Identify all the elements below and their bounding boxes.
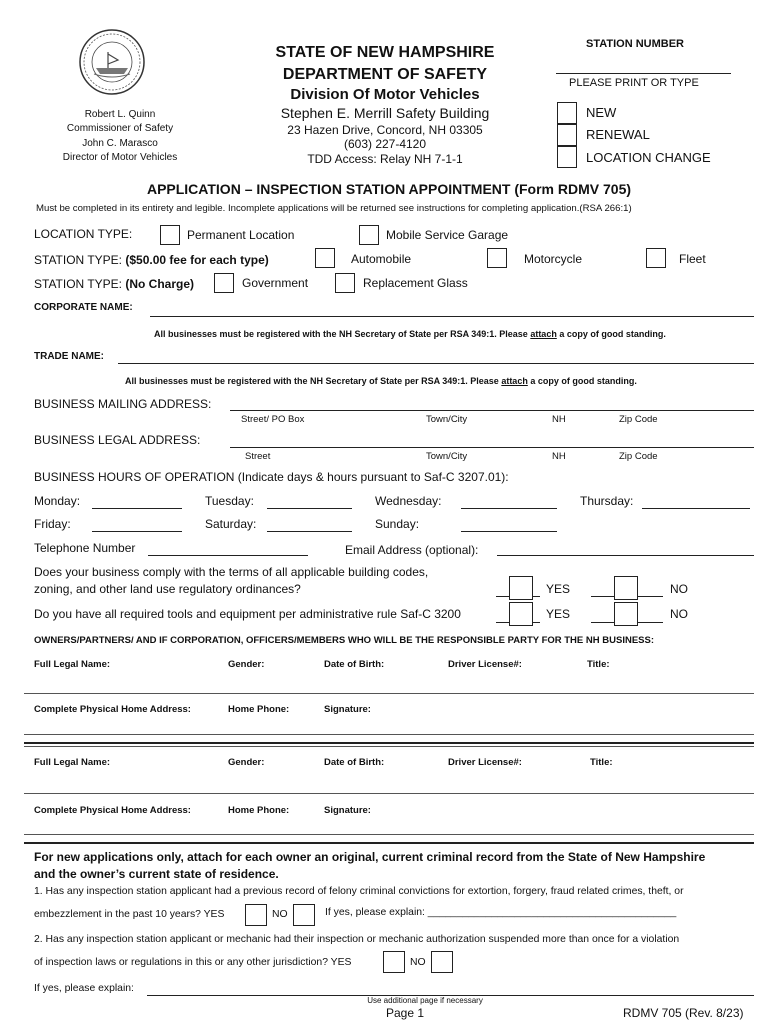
question1-no-checkbox[interactable]	[293, 904, 315, 926]
question1-line2: embezzlement in the past 10 years? YES	[34, 909, 225, 920]
motorcycle-label: Motorcycle	[524, 252, 583, 266]
owner2-title-label: Title:	[590, 757, 613, 768]
commissioner-name: Robert L. Quinn	[84, 109, 156, 120]
owner1-phone-label: Home Phone:	[228, 704, 290, 715]
owner-separator-thin	[24, 746, 754, 747]
criminal-record-line2: and the owner’s current state of residence.	[34, 867, 279, 881]
friday-field[interactable]	[92, 531, 182, 532]
station-type-nocharge-label	[34, 277, 194, 291]
station-type-label	[34, 253, 269, 267]
permanent-location-label: Permanent Location	[187, 228, 295, 242]
question2-explain-label: If yes, please explain:	[34, 983, 134, 994]
permanent-location-checkbox[interactable]	[160, 225, 180, 245]
question2-yes-checkbox[interactable]	[383, 951, 405, 973]
friday-label: Friday:	[34, 517, 71, 531]
commissioner-title: Commissioner of Safety	[66, 123, 174, 134]
owner2-address-line[interactable]	[24, 834, 754, 835]
new-label: NEW	[586, 105, 617, 120]
criminal-record-line1: For new applications only, attach for each owner an original, current criminal record from the State of New Hampshire	[34, 850, 706, 864]
wednesday-label: Wednesday:	[375, 494, 442, 508]
instructions-text: Must be completed in its entirety and legible. Incomplete applications will be returned see instructions for completing application.(RSA 266:1)	[36, 203, 632, 214]
mobile-service-checkbox[interactable]	[359, 225, 379, 245]
mobile-service-label: Mobile Service Garage	[386, 228, 509, 242]
legal-town-caption: Town/City	[426, 451, 468, 462]
trade-registration-note	[125, 376, 637, 386]
owner1-title-label: Title:	[587, 659, 610, 670]
owner2-dob-label: Date of Birth:	[324, 757, 385, 768]
fleet-checkbox[interactable]	[646, 248, 666, 268]
owners-header: OWNERS/PARTNERS/ AND IF CORPORATION, OFFICERS/MEMBERS WHO WILL BE THE RESPONSIBLE PARTY FOR THE NH BUSINESS:	[34, 635, 654, 646]
owner1-signature-label: Signature:	[324, 704, 371, 715]
tools-yes-checkbox[interactable]	[509, 602, 533, 626]
owner1-name-label: Full Legal Name:	[34, 659, 111, 670]
question1-explain[interactable]: If yes, please explain: ___________________________________________	[325, 907, 677, 918]
owner-separator	[24, 742, 754, 744]
station-number-field[interactable]	[556, 73, 731, 74]
renewal-label: RENEWAL	[586, 127, 650, 142]
owner2-name-label: Full Legal Name:	[34, 757, 111, 768]
reg-note-end: a copy of good standing.	[556, 329, 666, 339]
comply-yes-label: YES	[546, 582, 571, 596]
mailing-street-caption: Street/ PO Box	[241, 414, 305, 425]
owner2-license-label: Driver License#:	[448, 757, 522, 768]
station-type-text-2: STATION TYPE:	[34, 277, 126, 291]
owner1-row-line[interactable]	[24, 693, 754, 694]
building-name: Stephen E. Merrill Safety Building	[280, 105, 490, 121]
owner1-address-line[interactable]	[24, 734, 754, 735]
mailing-zip-caption: Zip Code	[619, 414, 658, 425]
government-checkbox[interactable]	[214, 273, 234, 293]
saturday-label: Saturday:	[205, 517, 257, 531]
automobile-checkbox[interactable]	[315, 248, 335, 268]
saturday-field[interactable]	[267, 531, 352, 532]
question2-no-checkbox[interactable]	[431, 951, 453, 973]
corporate-name-field[interactable]	[150, 316, 754, 317]
tuesday-field[interactable]	[267, 508, 352, 509]
owner1-dob-label: Date of Birth:	[324, 659, 385, 670]
mailing-state-caption: NH	[552, 414, 566, 425]
new-checkbox[interactable]	[557, 102, 577, 124]
station-fee-text: ($50.00 fee for each type)	[125, 253, 269, 267]
department-title: DEPARTMENT OF SAFETY	[282, 66, 488, 83]
tools-yes-label: YES	[546, 607, 571, 621]
comply-no-checkbox[interactable]	[614, 576, 638, 600]
owner1-gender-label: Gender:	[228, 659, 265, 670]
criminal-section-separator	[24, 842, 754, 844]
tdd-text: TDD Access: Relay NH 7-1-1	[307, 152, 463, 166]
question2-line1: 2. Has any inspection station applicant or mechanic had their inspection or mechanic authorization suspended more than once for a violation	[34, 934, 680, 945]
print-or-type-label: PLEASE PRINT OR TYPE	[569, 77, 699, 89]
corporate-registration-note	[154, 329, 666, 339]
attach-text-2: attach	[501, 376, 528, 386]
comply-question-line1: Does your business comply with the terms of all applicable building codes,	[34, 565, 429, 579]
monday-field[interactable]	[92, 508, 182, 509]
comply-no-label: NO	[670, 582, 688, 596]
wednesday-field[interactable]	[461, 508, 557, 509]
fleet-label: Fleet	[679, 252, 706, 266]
sunday-field[interactable]	[461, 531, 557, 532]
comply-yes-checkbox[interactable]	[509, 576, 533, 600]
owner2-signature-label: Signature:	[324, 805, 371, 816]
comply-question-line2: zoning, and other land use regulatory ordinances?	[34, 582, 301, 596]
email-label: Email Address (optional):	[345, 543, 479, 557]
email-field[interactable]	[497, 555, 754, 556]
location-type-label: LOCATION TYPE:	[34, 227, 133, 241]
trade-name-label: TRADE NAME:	[34, 351, 104, 362]
tools-question: Do you have all required tools and equipment per administrative rule Saf-C 3200	[34, 607, 461, 621]
tools-no-checkbox[interactable]	[614, 602, 638, 626]
address-text: 23 Hazen Drive, Concord, NH 03305	[287, 123, 483, 137]
owner2-phone-label: Home Phone:	[228, 805, 290, 816]
location-change-label: LOCATION CHANGE	[586, 150, 711, 165]
page-number: Page 1	[386, 1006, 425, 1020]
director-name: John C. Marasco	[82, 138, 158, 149]
mailing-address-label: BUSINESS MAILING ADDRESS:	[34, 397, 212, 411]
reg-note-text-2: All businesses must be registered with the NH Secretary of State per RSA 349:1. Please	[125, 376, 502, 386]
owner1-address-label: Complete Physical Home Address:	[34, 704, 191, 715]
reg-note-end-2: a copy of good standing.	[527, 376, 637, 386]
monday-label: Monday:	[34, 494, 81, 508]
automobile-label: Automobile	[351, 252, 412, 266]
government-label: Government	[242, 276, 309, 290]
renewal-checkbox[interactable]	[557, 124, 577, 146]
location-change-checkbox[interactable]	[557, 146, 577, 168]
owner2-row-line[interactable]	[24, 793, 754, 794]
owner2-gender-label: Gender:	[228, 757, 265, 768]
division-title: Division Of Motor Vehicles	[290, 86, 480, 103]
owner1-license-label: Driver License#:	[448, 659, 522, 670]
replacement-glass-label: Replacement Glass	[363, 276, 468, 290]
question1-yes-checkbox[interactable]	[245, 904, 267, 926]
question1-no-label: NO	[272, 909, 288, 920]
legal-state-caption: NH	[552, 451, 566, 462]
phone-text: (603) 227-4120	[343, 137, 427, 151]
attach-text: attach	[530, 329, 557, 339]
legal-zip-caption: Zip Code	[619, 451, 658, 462]
tools-no-label: NO	[670, 607, 688, 621]
sunday-label: Sunday:	[375, 517, 420, 531]
telephone-label: Telephone Number	[34, 541, 136, 555]
form-revision: RDMV 705 (Rev. 8/23)	[623, 1006, 744, 1020]
thursday-label: Thursday:	[580, 494, 634, 508]
question2-no-label: NO	[410, 957, 426, 968]
legal-street-caption: Street	[245, 451, 271, 462]
station-number-label: STATION NUMBER	[586, 38, 684, 50]
thursday-field[interactable]	[642, 508, 750, 509]
reg-note-text: All businesses must be registered with the NH Secretary of State per RSA 349:1. Please	[154, 329, 531, 339]
motorcycle-checkbox[interactable]	[487, 248, 507, 268]
telephone-field[interactable]	[148, 555, 308, 556]
director-title: Director of Motor Vehicles	[62, 152, 178, 163]
owner2-address-label: Complete Physical Home Address:	[34, 805, 191, 816]
no-charge-text: (No Charge)	[125, 277, 195, 291]
question2-line2: of inspection laws or regulations in this or any other jurisdiction? YES	[34, 957, 352, 968]
trade-name-field[interactable]	[118, 363, 754, 364]
state-title: STATE OF NEW HAMPSHIRE	[275, 44, 495, 61]
question1-line1: 1. Has any inspection station applicant had a previous record of felony criminal convictions for extortion, forgery, fraud related crimes, theft, or	[34, 886, 684, 897]
legal-address-label: BUSINESS LEGAL ADDRESS:	[34, 433, 201, 447]
hours-label: BUSINESS HOURS OF OPERATION (Indicate days & hours pursuant to Saf-C 3207.01):	[34, 470, 509, 484]
additional-page-note: Use additional page if necessary	[367, 996, 483, 1005]
form-title: APPLICATION – INSPECTION STATION APPOINTMENT (Form RDMV 705)	[146, 181, 632, 197]
station-type-text: STATION TYPE:	[34, 253, 126, 267]
corporate-name-label: CORPORATE NAME:	[34, 302, 133, 313]
state-seal-image	[78, 28, 146, 96]
legal-address-field[interactable]	[230, 447, 754, 448]
mailing-address-field[interactable]	[230, 410, 754, 411]
tuesday-label: Tuesday:	[205, 494, 254, 508]
mailing-town-caption: Town/City	[426, 414, 468, 425]
replacement-glass-checkbox[interactable]	[335, 273, 355, 293]
